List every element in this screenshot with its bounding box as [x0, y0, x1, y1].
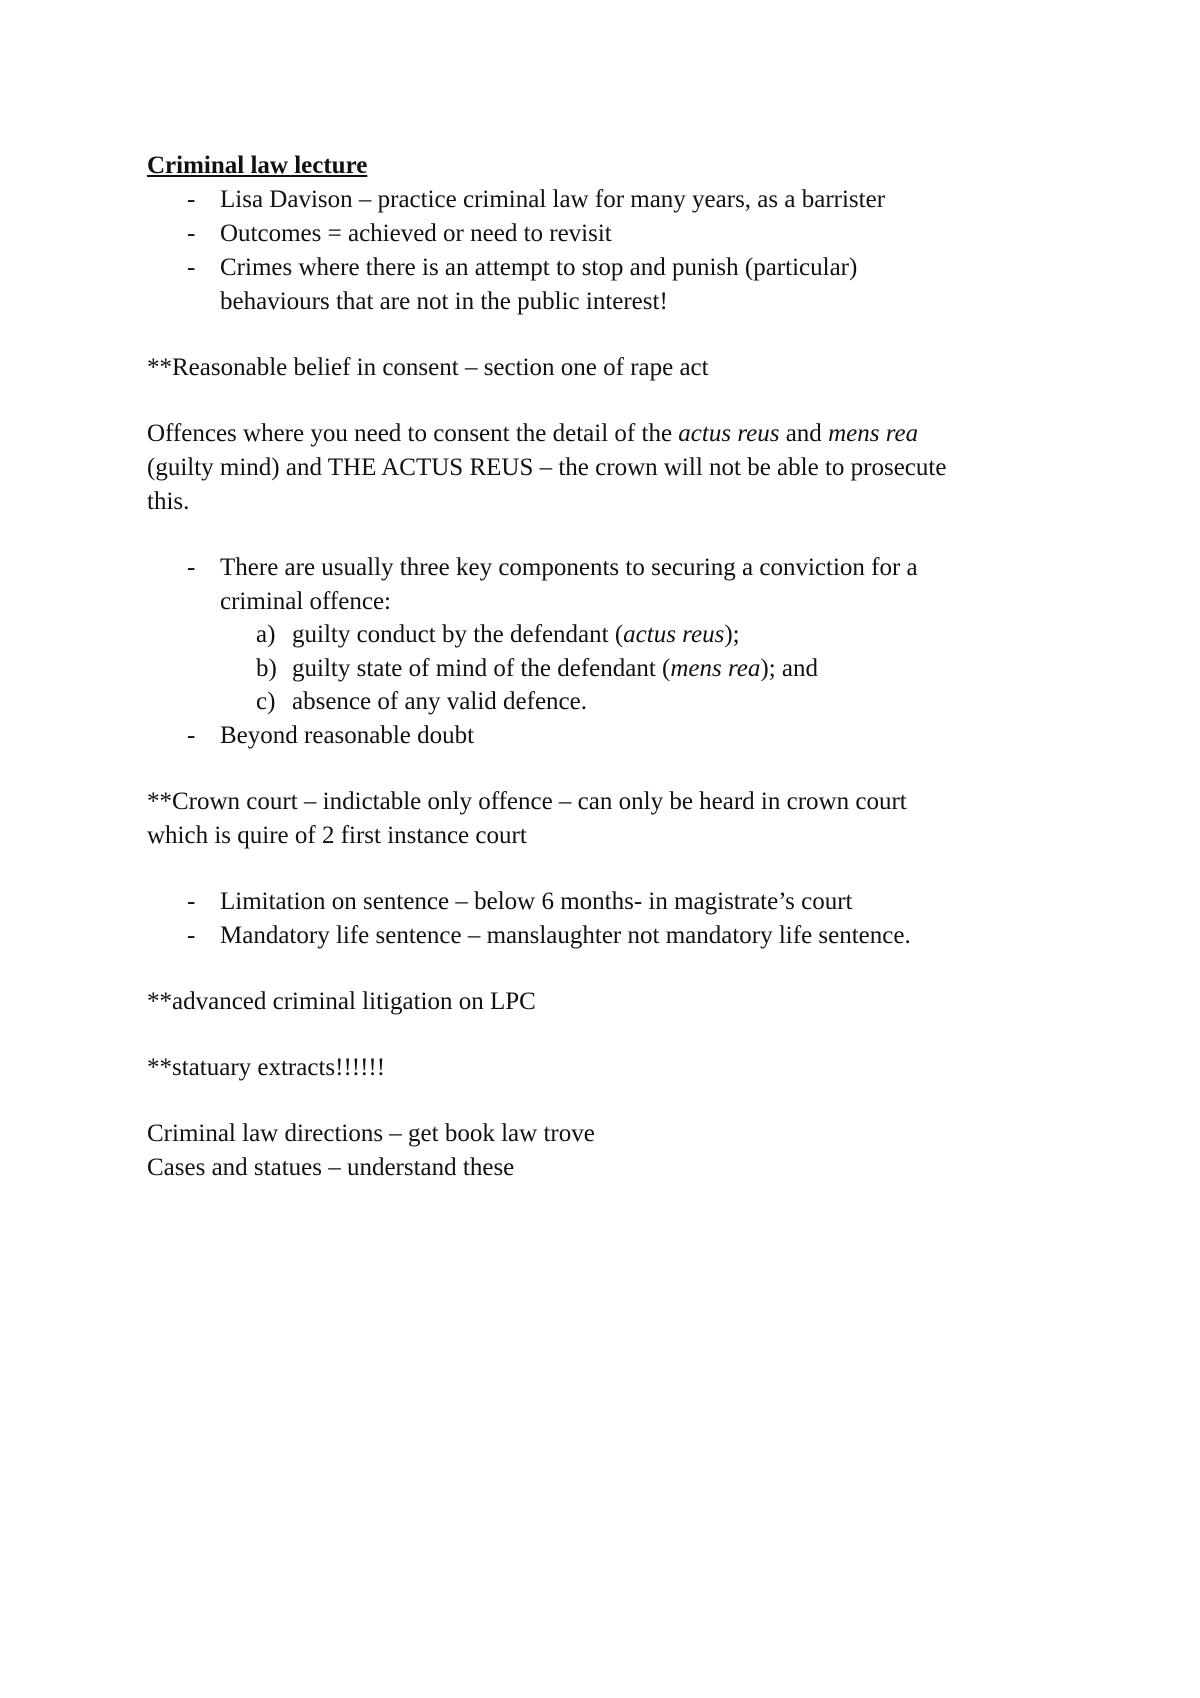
list-item-c: absence of any valid defence. [292, 688, 587, 715]
bullet-dash: - [187, 554, 196, 581]
actus-reus-term: actus reus [678, 420, 780, 447]
offences-line3: this. [147, 488, 190, 515]
bullet-crimes-line1: Crimes where there is an attempt to stop and punish (particular) [220, 254, 858, 281]
note-lpc: **advanced criminal litigation on LPC [147, 988, 536, 1015]
list-item-b [292, 656, 818, 681]
list-item-b-text: guilty state of mind of the defendant ( [292, 655, 671, 682]
bullet-dash: - [187, 922, 196, 949]
document-title: Criminal law lecture [147, 152, 368, 179]
offences-line2: (guilty mind) and THE ACTUS REUS – the crown will not be able to prosecute [147, 454, 947, 481]
list-label-a: a) [256, 621, 276, 648]
note-consent: **Reasonable belief in consent – section one of rape act [147, 354, 709, 381]
offences-line1 [147, 421, 918, 446]
list-item-a [292, 622, 740, 647]
bullet-dash: - [187, 220, 196, 247]
crown-court-line1: **Crown court – indictable only offence – can only be heard in crown court [147, 788, 907, 815]
crown-court-line2: which is quire of 2 first instance court [147, 822, 527, 849]
note-statutory: **statuary extracts!!!!!! [147, 1054, 386, 1081]
bullet-limitation: Limitation on sentence – below 6 months- in magistrate’s court [220, 888, 853, 915]
list-item-b-end: ); and [760, 655, 819, 682]
bullet-lecturer: Lisa Davison – practice criminal law for many years, as a barrister [220, 186, 886, 213]
list-label-c: c) [256, 688, 276, 715]
actus-reus-term: actus reus [623, 621, 725, 648]
bullet-dash: - [187, 722, 196, 749]
bullet-dash: - [187, 888, 196, 915]
bullet-mandatory-life: Mandatory life sentence – manslaughter not mandatory life sentence. [220, 922, 911, 949]
bullet-outcomes: Outcomes = achieved or need to revisit [220, 220, 612, 247]
closing-line1: Criminal law directions – get book law trove [147, 1120, 595, 1147]
closing-line2: Cases and statues – understand these [147, 1154, 515, 1181]
list-item-a-end: ); [724, 621, 740, 648]
list-item-a-text: guilty conduct by the defendant ( [292, 621, 624, 648]
offences-text: Offences where you need to consent the detail of the [147, 420, 679, 447]
bullet-dash: - [187, 186, 196, 213]
mens-rea-term: mens rea [828, 420, 919, 447]
bullet-dash: - [187, 254, 196, 281]
components-intro-line1: There are usually three key components to securing a conviction for a [220, 554, 918, 581]
components-intro-line2: criminal offence: [220, 588, 391, 615]
offences-and: and [779, 420, 829, 447]
mens-rea-term: mens rea [670, 655, 761, 682]
bullet-reasonable-doubt: Beyond reasonable doubt [220, 722, 475, 749]
list-label-b: b) [256, 655, 277, 682]
bullet-crimes-line2: behaviours that are not in the public interest! [220, 288, 668, 315]
